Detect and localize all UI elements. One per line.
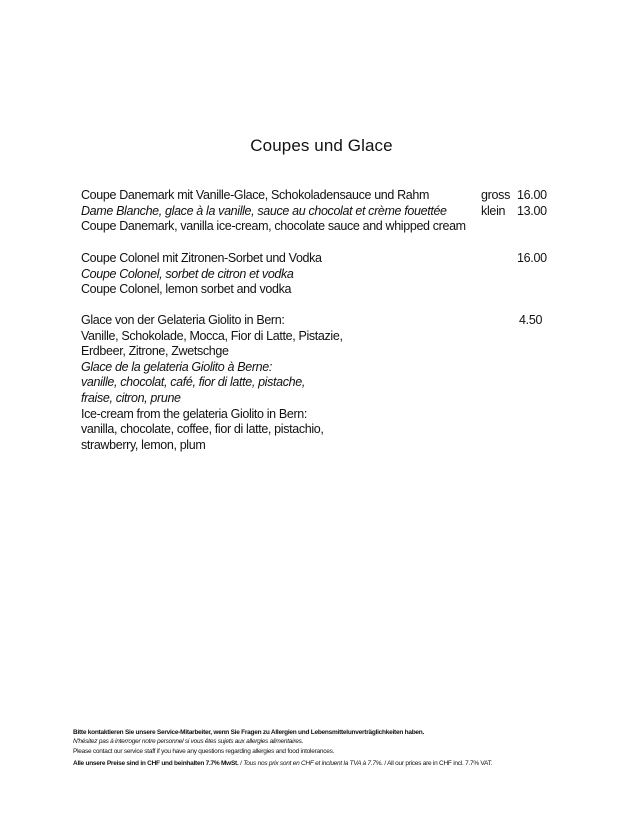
size-label-small: klein (481, 204, 506, 218)
item-name-fr: Dame Blanche, glace à la vanille, sauce au chocolat et crème fouettée (81, 203, 447, 218)
allergy-note-de: Bitte kontaktieren Sie unsere Service-Mitarbeiter, wenn Sie Fragen zu Allergien und Lebensmittelunverträglichkeiten haben. (73, 729, 425, 736)
allergy-note-en: Please contact our service staff if you have any questions regarding allergies and food intolerances. (73, 747, 335, 755)
size-label-large: gross (481, 188, 511, 202)
item-name-fr: Coupe Colonel, sorbet de citron et vodka (81, 266, 294, 281)
price-note-en: All our prices are in CHF incl. 7.7% VAT. (387, 760, 493, 767)
page-title: Coupes und Glace (250, 136, 393, 155)
price-note-fr: Tous nos prix sont en CHF et incluent la TVA à 7.7%. (243, 760, 383, 767)
item-desc-de-line: Glace von der Gelateria Giolito in Bern: (81, 313, 285, 327)
item-desc-fr-line: Glace de la gelateria Giolito à Berne: (81, 359, 272, 374)
price-coupe-colonel: 16.00 (517, 251, 547, 265)
allergy-note (73, 728, 593, 756)
price-large: 16.00 (517, 188, 547, 202)
item-name-de: Coupe Danemark mit Vanille-Glace, Schokoladensauce und Rahm (81, 188, 430, 202)
item-desc-fr-line: fraise, citron, prune (81, 390, 181, 405)
price-note-separator: / (238, 760, 244, 767)
item-desc-en-line: vanilla, chocolate, coffee, fior di latte, pistachio, (81, 422, 324, 437)
price-note (73, 759, 593, 768)
item-desc-en-line: Ice-cream from the gelateria Giolito in Bern: (81, 406, 308, 421)
item-name-en: Coupe Colonel, lemon sorbet and vodka (81, 282, 292, 297)
item-desc-fr-line: vanille, chocolat, café, fior di latte, pistache, (81, 375, 305, 390)
menu-item-glace-giolito (81, 313, 561, 453)
item-name-en: Coupe Danemark, vanilla ice-cream, chocolate sauce and whipped cream (81, 219, 466, 234)
price-note-separator: / (382, 760, 388, 767)
price-small: 13.00 (517, 204, 547, 218)
item-name-de: Coupe Colonel mit Zitronen-Sorbet und Vodka (81, 251, 322, 265)
allergy-note-fr: N'hésitez pas à interroger notre personnel si vous êtes sujets aux allergies alimentaires. (73, 738, 304, 746)
item-desc-de-line: Vanille, Schokolade, Mocca, Fior di Latte, Pistazie, (81, 328, 343, 343)
item-desc-en-line: strawberry, lemon, plum (81, 437, 206, 452)
item-desc-de-line: Erdbeer, Zitrone, Zwetschge (81, 344, 229, 359)
menu-item-coupe-colonel (81, 251, 561, 298)
price-note-de: Alle unsere Preise sind in CHF und beinhalten 7.7% MwSt. (73, 760, 239, 767)
price-glace-giolito: 4.50 (519, 313, 543, 327)
